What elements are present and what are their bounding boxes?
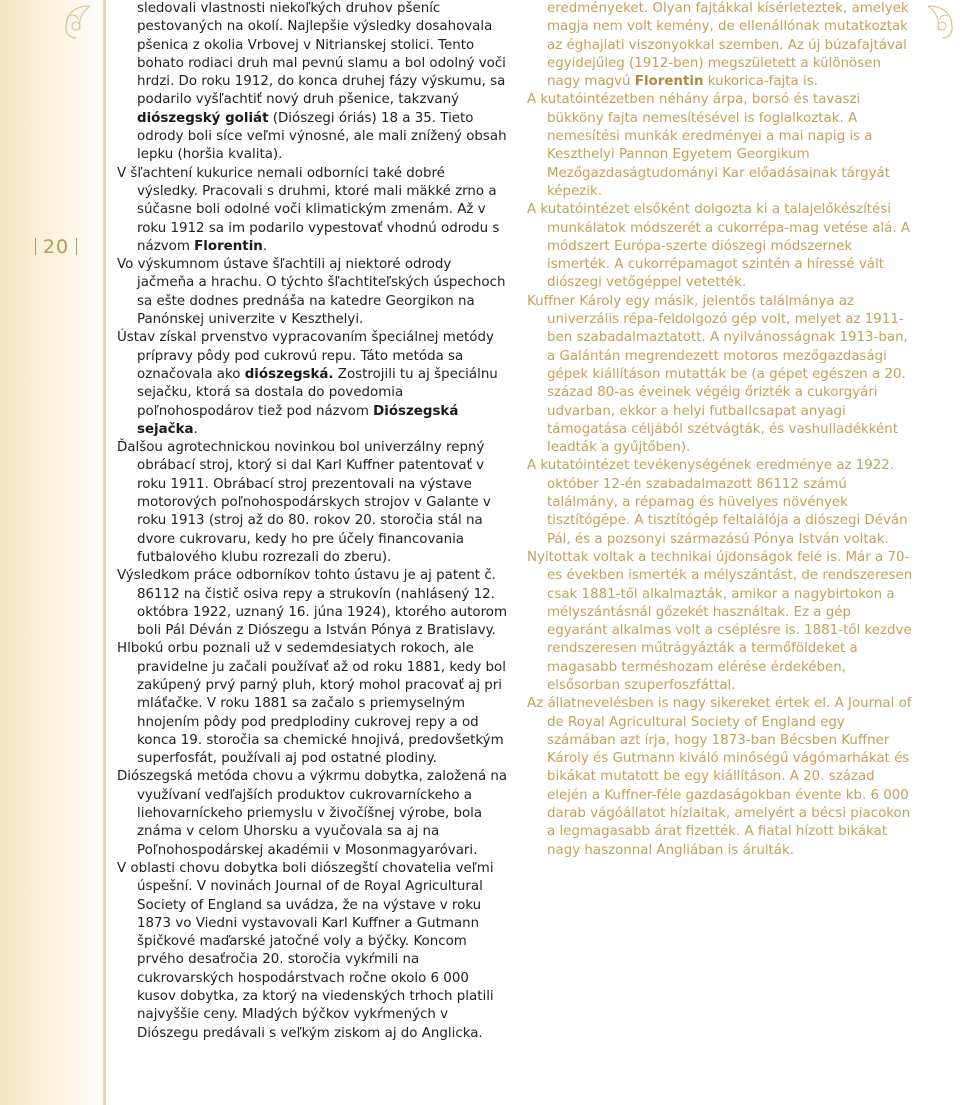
paragraph-text: Az állatnevelésben is nagy sikereket értek el. A Journal of de Royal Agricultural Society of England egy számában azt írja, hogy 1873-ban Bécsben Kuffner Károly és Gutmann kiváló minőségű vágómarhákat és bikákat mutatott be egy kiállításon. A 20. század elején a Kuffner-féle gazdaságokban évente kb. 6 000 darab vágóállatot hízlaltak, amelyért a bécsi piacokon a legmagasabb árat fizették. A fiatal hízott bikákat nagy haszonnal Angliában is árulták. xyxy=(527,696,912,858)
paragraph xyxy=(117,0,509,165)
margin-rule xyxy=(103,0,106,1105)
paragraph-text: eredményeket. Olyan fajtákkal kísérleteztek, amelyek magja nem volt kemény, de ellenállónak mutatkoztak az éghajlati viszonyokkal szemben. Az új búzafajtával egyidejűleg (1912-ben) megszületett a különösen nagy magvú xyxy=(547,1,909,90)
paragraph xyxy=(527,91,913,201)
corner-ornament-icon xyxy=(60,2,100,42)
paragraph-text: sledovali vlastnosti niekoľkých druhov pšeníc pestovaných na okolí. Najlepšie výsledky dosahovala pšenica z okolia Vrbovej v Nitrianskej stolici. Tento bohato rodiaci druh mal pevnú slamu a bol odolný voči hrdzi. Do roku 1912, do konca druhej fázy výskumu, sa podarilo vyšľachtiť nový druh pšenice, takzvaný xyxy=(137,1,506,108)
page-margin-band xyxy=(0,0,103,1105)
paragraph xyxy=(117,329,509,439)
paragraph xyxy=(117,567,509,640)
paragraph-text: . xyxy=(262,238,268,254)
paragraph-text: Ústav získal prvenstvo vypracovaním špeciálnej metódy prípravy pôdy pod cukrovú repu. Táto metóda sa označovala ako xyxy=(117,330,494,382)
paragraph xyxy=(527,0,913,91)
paragraph xyxy=(527,457,913,548)
paragraph-text: A kutatóintézet tevékenységének eredménye az 1922. október 12-én szabadalmazott 86112 számú találmány, a répamag és hüvelyes növények tisztítógépe. A tisztítógép feltalálója a diószegi Déván Pál, és a pozsonyi származású Pónya István voltak. xyxy=(527,458,908,547)
paragraph-text: Zostrojili tu aj špeciálnu sejačku, ktorá sa dostala do povedomia poľnohospodárov tiež pod názvom xyxy=(137,366,498,419)
page-number xyxy=(26,236,86,258)
paragraph-text: V šľachtení kukurice nemali odborníci také dobré výsledky. Pracovali s druhmi, ktoré mali mäkké zrno a súčasne boli odolné voči klimatickým zmenám. Až v roku 1912 sa im podarilo vypestovať vhodnú odrodu s názvom xyxy=(117,165,500,254)
paragraph xyxy=(117,439,509,567)
paragraph-text: (Diószegi óriás) 18 a 35. Tieto odrody boli síce veľmi výnosné, ale mali znížený obsah lepku (horšia kvalita). xyxy=(137,110,507,163)
corner-ornament-icon xyxy=(918,2,958,42)
paragraph xyxy=(117,165,509,256)
paragraph xyxy=(527,549,913,695)
page-number-text: 20 xyxy=(42,236,70,258)
paragraph-text: Ďalšou agrotechnickou novinkou bol univerzálny repný obrábací stroj, ktorý si dal Karl Kuffner patentovať v roku 1911. Obrábací stroj prezentovali na výstave motorových poľnohospodárskych strojov v Galante v roku 1913 (stroj až do 80. rokov 20. storočia stál na dvore cukrovaru, kedy ho pre účely financovania futbalového klubu rozrezali do zberu). xyxy=(117,440,491,565)
paragraph xyxy=(527,695,913,860)
paragraph-text: Výsledkom práce odborníkov tohto ústavu je aj patent č. 86112 na čistič osiva repy a strukovín (nahlásený 12. októbra 1922, uznaný 16. júna 1924), ktorého autorom boli Pál Déván z Diószegu a István Pónya z Bratislavy. xyxy=(117,568,508,639)
hungarian-text-column xyxy=(527,0,913,860)
paragraph-text: V oblasti chovu dobytka boli diószegští chovatelia veľmi úspešní. V novinách Journal of de Royal Agricultural Society of England sa uvádza, že na výstave v roku 1873 vo Viedni vystavovali Karl Kuffner a Gutmann špičkové maďarské jatočné voly a býčky. Koncom prvého desaťročia 20. storočia vykŕmili na cukrovarských hospodárstvach ročne okolo 6 000 kusov dobytka, za ktorý na viedenských trhoch platili najvyššie ceny. Mladých býčkov vykŕmených v Diószegu predávali s veľkým ziskom aj do Anglicka. xyxy=(117,860,494,1041)
paragraph-text: A kutatóintézet elsőként dolgozta ki a talajelőkészítési munkálatok módszerét a cukorrépa-mag vetése alá. A módszert Európa-szerte diószegi módszernek ismerték. A cukorrépamagot szintén a híressé vált diószegi vetőgéppel vetették. xyxy=(527,202,911,291)
paragraph-text: Vo výskumnom ústave šľachtili aj niektoré odrody jačmeňa a hrachu. O týchto šľachtiteľských úspechoch sa ešte dodnes prednáša na katedre Georgikon na Panónskej univerzite v Keszthelyi. xyxy=(117,257,506,328)
paragraph-text: Diószegská metóda chovu a výkrmu dobytka, založená na využívaní vedľajších produktov cukrovarníckeho a liehovarníckeho priemyslu v živočíšnej výrobe, bola známa v celom Uhorsku a vyučovala sa aj na Poľnohospodárskej akadémii v Mosonmagyaróvari. xyxy=(117,769,508,858)
paragraph-text: Kuffner Károly egy másik, jelentős találmánya az univerzális répa-feldolgozó gép volt, melyet az 1911-ben szabadalmaztatott. A nyilvánosságnak 1913-ban, a Galántán megrendezett motoros mezőgazdasági gépek kiállításon mutatták be (a gépet egészen a 20. század 80-as éveinek végéig őrizték a cukorgyári udvarban, ekkor a helyi futballcsapat anyagi támogatása céljából szétvágták, és vashulladékként leadták a gyűjtőben). xyxy=(527,293,908,456)
emphasized-term: Florentin xyxy=(634,74,704,90)
paragraph xyxy=(117,640,509,768)
slovak-text-column xyxy=(117,0,509,1043)
paragraph xyxy=(527,293,913,458)
paragraph xyxy=(117,860,509,1043)
paragraph xyxy=(117,256,509,329)
paragraph-text: . xyxy=(193,421,198,437)
paragraph xyxy=(117,768,509,859)
paragraph-text: kukorica-fajta is. xyxy=(703,74,818,90)
paragraph xyxy=(527,201,913,292)
emphasized-term: Florentin xyxy=(194,238,263,254)
paragraph-text: A kutatóintézetben néhány árpa, borsó és tavaszi bükköny fajta nemesítésével is foglalkoztak. A nemesítési munkák eredményei a mai napig is a Keszthelyi Pannon Egyetem Georgikum Mezőgazdaságtudományi Kar előadásainak tárgyát képezik. xyxy=(527,92,890,199)
emphasized-term: Diószegská sejačka xyxy=(137,403,459,437)
emphasized-term: diószegská. xyxy=(244,366,334,382)
paragraph-text: Hlbokú orbu poznali už v sedemdesiatych rokoch, ale pravidelne ju začali používať až od roku 1881, kedy bol zakúpený prvý parný pluh, ktorý mohol pracovať aj pri mláťačke. V roku 1881 sa začalo s priemyselným hnojením pôdy pod predplodiny cukrovej repy a od konca 19. storočia sa chemické hnojivá, predovšetkým superfosfát, používali aj pod ostatné plodiny. xyxy=(117,641,506,767)
paragraph-text: Nyitottak voltak a technikai újdonságok felé is. Már a 70-es években ismerték a mélyszántást, de rendszeresen csak 1881-től alkalmazták, amikor a nagybirtokon a mélyszántásnál gőzekét használtak. Ez a gép egyaránt alkalmas volt a cséplésre is. 1881-től kezdve rendszeresen műtrágyázták a termőföldeket a magasabb terméshozam elérése érdekében, elsősorban szuperfoszfáttal. xyxy=(527,549,913,693)
emphasized-term: diószegský goliát xyxy=(137,110,269,126)
